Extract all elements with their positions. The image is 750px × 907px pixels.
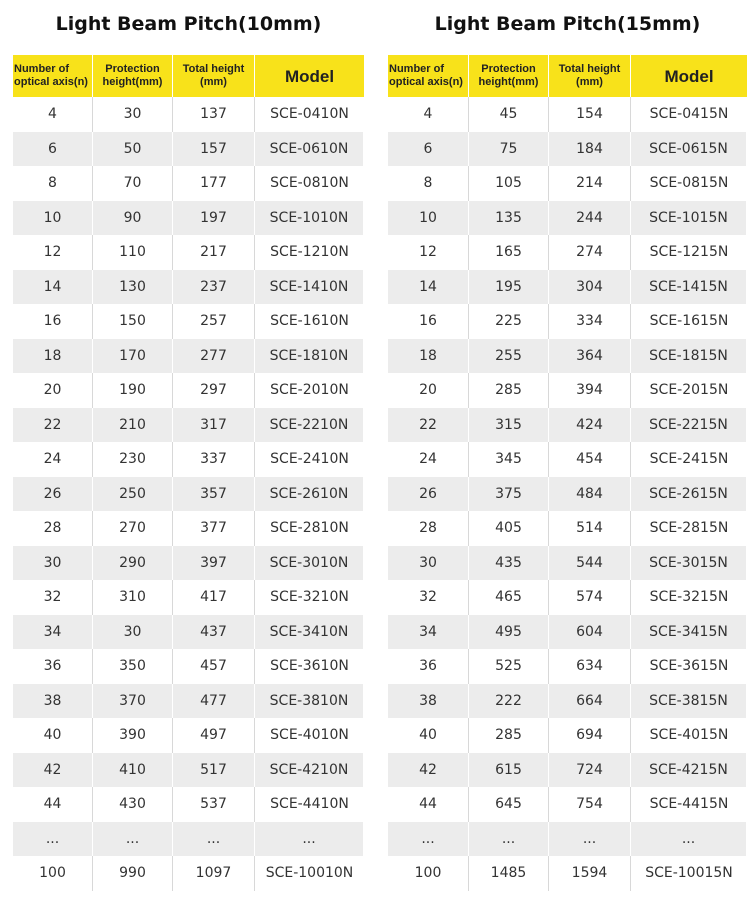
cell-total-height: 157	[173, 132, 255, 167]
cell-optical-axis: 30	[13, 546, 93, 581]
cell-total-height: 544	[549, 546, 631, 581]
table-row	[13, 856, 364, 891]
cell-protection-height: 410	[93, 753, 173, 788]
cell-optical-axis: 4	[13, 97, 93, 132]
cell-optical-axis: 22	[13, 408, 93, 443]
table-row	[13, 511, 364, 546]
header-protection-height: Protection height(mm)	[93, 55, 173, 97]
cell-total-height: 297	[173, 373, 255, 408]
cell-total-height: 244	[549, 201, 631, 236]
cell-model: SCE-4410N	[270, 796, 349, 813]
cell-optical-axis: 12	[388, 235, 469, 270]
cell-protection-height: 465	[469, 580, 549, 615]
cell-total-height: 537	[173, 787, 255, 822]
cell-optical-axis: 4	[388, 97, 469, 132]
cell-protection-height: 210	[93, 408, 173, 443]
cell-optical-axis: 34	[13, 615, 93, 650]
table-row	[13, 235, 364, 270]
table-row	[13, 684, 364, 719]
cell-protection-height: 110	[93, 235, 173, 270]
cell-total-height: 694	[549, 718, 631, 753]
cell-protection-height: 225	[469, 304, 549, 339]
header-optical-axis: Number of optical axis(n)	[388, 55, 469, 97]
cell-protection-height: 405	[469, 511, 549, 546]
header-model: Model	[664, 66, 714, 86]
cell-model: SCE-4210N	[255, 753, 364, 788]
cell-total-height: ...	[549, 822, 631, 857]
cell-optical-axis: 6	[13, 132, 93, 167]
table-row	[13, 477, 364, 512]
cell-model: SCE-1810N	[255, 339, 364, 374]
table-row	[13, 304, 364, 339]
header-model: Model	[284, 66, 335, 86]
cell-total-height: 484	[549, 477, 631, 512]
cell-model: SCE-0415N	[649, 106, 729, 123]
cell-model: SCE-3015N	[631, 546, 747, 581]
cell-total-height: 437	[173, 615, 255, 650]
cell-protection-height: ...	[469, 822, 549, 857]
cell-optical-axis: 26	[13, 477, 93, 512]
cell-optical-axis: 42	[13, 753, 93, 788]
cell-optical-axis: 16	[13, 304, 93, 339]
table-row	[388, 615, 747, 650]
cell-protection-height: 285	[469, 718, 549, 753]
table-row	[388, 132, 747, 167]
cell-model: SCE-3615N	[649, 658, 729, 675]
table-body	[13, 97, 364, 891]
table-row	[388, 649, 747, 684]
table-title: Light Beam Pitch(10mm)	[55, 13, 322, 35]
table-row	[388, 304, 747, 339]
cell-model: SCE-4415N	[649, 796, 729, 813]
cell-model: SCE-0815N	[649, 175, 729, 192]
cell-optical-axis: 40	[388, 718, 469, 753]
cell-model: SCE-2810N	[270, 520, 349, 537]
cell-model: SCE-3210N	[270, 589, 349, 606]
cell-protection-height: 435	[469, 546, 549, 581]
cell-protection-height: 75	[469, 132, 549, 167]
table-row	[13, 270, 364, 305]
cell-total-height: 304	[549, 270, 631, 305]
cell-protection-height: 90	[93, 201, 173, 236]
cell-protection-height: 350	[93, 649, 173, 684]
cell-protection-height: 375	[469, 477, 549, 512]
cell-optical-axis: 26	[388, 477, 469, 512]
cell-total-height: 337	[173, 442, 255, 477]
cell-optical-axis: 14	[388, 270, 469, 305]
header-total-height: Total height (mm)	[173, 55, 255, 97]
table-row	[388, 546, 747, 581]
cell-model: ...	[631, 822, 747, 857]
cell-optical-axis: 6	[388, 132, 469, 167]
cell-optical-axis: 40	[13, 718, 93, 753]
table-row	[388, 753, 747, 788]
cell-optical-axis: 10	[388, 201, 469, 236]
cell-total-height: 274	[549, 235, 631, 270]
cell-protection-height: 230	[93, 442, 173, 477]
cell-optical-axis: 100	[13, 856, 93, 891]
table-row	[13, 787, 364, 822]
table-row	[13, 546, 364, 581]
cell-protection-height: 50	[93, 132, 173, 167]
cell-model: SCE-10010N	[265, 865, 354, 882]
cell-protection-height: 315	[469, 408, 549, 443]
table-row	[388, 97, 747, 132]
cell-total-height: 317	[173, 408, 255, 443]
cell-model: SCE-3610N	[270, 658, 349, 675]
cell-model: SCE-2415N	[649, 451, 729, 468]
cell-model: SCE-2615N	[631, 477, 747, 512]
cell-model: SCE-1815N	[631, 339, 747, 374]
cell-total-height: 724	[549, 753, 631, 788]
cell-optical-axis: 44	[13, 787, 93, 822]
cell-optical-axis: 10	[13, 201, 93, 236]
cell-protection-height: 165	[469, 235, 549, 270]
cell-model: SCE-4015N	[649, 727, 729, 744]
cell-optical-axis: 32	[13, 580, 93, 615]
cell-total-height: 217	[173, 235, 255, 270]
cell-total-height: 357	[173, 477, 255, 512]
cell-optical-axis: 38	[13, 684, 93, 719]
cell-optical-axis: 32	[388, 580, 469, 615]
cell-optical-axis: 24	[13, 442, 93, 477]
cell-total-height: 137	[173, 97, 255, 132]
cell-protection-height: 45	[469, 97, 549, 132]
cell-total-height: 154	[549, 97, 631, 132]
table-row	[388, 684, 747, 719]
cell-optical-axis: 20	[388, 373, 469, 408]
cell-model: SCE-0615N	[631, 132, 747, 167]
cell-total-height: 394	[549, 373, 631, 408]
cell-optical-axis: 42	[388, 753, 469, 788]
cell-model: SCE-10015N	[645, 865, 733, 882]
pitch-10mm-table	[13, 0, 364, 891]
cell-optical-axis: ...	[13, 822, 93, 857]
cell-protection-height: 645	[469, 787, 549, 822]
cell-protection-height: 135	[469, 201, 549, 236]
cell-optical-axis: 8	[388, 166, 469, 201]
cell-protection-height: 495	[469, 615, 549, 650]
cell-model: SCE-1210N	[270, 244, 349, 261]
cell-protection-height: 345	[469, 442, 549, 477]
cell-total-height: 377	[173, 511, 255, 546]
cell-optical-axis: 8	[13, 166, 93, 201]
cell-optical-axis: 12	[13, 235, 93, 270]
cell-total-height: 497	[173, 718, 255, 753]
table-row	[13, 615, 364, 650]
table-row	[388, 373, 747, 408]
cell-optical-axis: ...	[388, 822, 469, 857]
cell-optical-axis: 38	[388, 684, 469, 719]
table-row	[388, 166, 747, 201]
cell-protection-height: 30	[93, 615, 173, 650]
cell-protection-height: 190	[93, 373, 173, 408]
cell-model: SCE-4215N	[631, 753, 747, 788]
cell-protection-height: 270	[93, 511, 173, 546]
header-optical-axis: Number of optical axis(n)	[13, 55, 93, 97]
cell-optical-axis: 20	[13, 373, 93, 408]
cell-total-height: 754	[549, 787, 631, 822]
table-row	[13, 822, 364, 857]
header-protection-height: Protection height(mm)	[469, 55, 549, 97]
cell-total-height: 477	[173, 684, 255, 719]
cell-model: SCE-1615N	[649, 313, 729, 330]
cell-total-height: 604	[549, 615, 631, 650]
cell-protection-height: 290	[93, 546, 173, 581]
cell-total-height: 237	[173, 270, 255, 305]
cell-model: SCE-1610N	[270, 313, 349, 330]
cell-total-height: 1594	[549, 856, 631, 891]
cell-protection-height: 615	[469, 753, 549, 788]
cell-model: SCE-0810N	[270, 175, 349, 192]
cell-total-height: 1097	[173, 856, 255, 891]
table-row	[388, 511, 747, 546]
cell-model: SCE-1415N	[631, 270, 747, 305]
cell-total-height: 574	[549, 580, 631, 615]
table-row	[13, 201, 364, 236]
cell-protection-height: 150	[93, 304, 173, 339]
cell-optical-axis: 44	[388, 787, 469, 822]
cell-protection-height: 70	[93, 166, 173, 201]
cell-total-height: 517	[173, 753, 255, 788]
cell-model: SCE-0610N	[255, 132, 364, 167]
table-row	[13, 408, 364, 443]
cell-model: SCE-3010N	[255, 546, 364, 581]
cell-model: SCE-2210N	[255, 408, 364, 443]
table-body	[388, 97, 747, 891]
cell-protection-height: 222	[469, 684, 549, 719]
cell-total-height: 397	[173, 546, 255, 581]
table-row	[13, 97, 364, 132]
cell-protection-height: 990	[93, 856, 173, 891]
header-total-height: Total height (mm)	[549, 55, 631, 97]
cell-model: ...	[255, 822, 364, 857]
cell-total-height: 334	[549, 304, 631, 339]
cell-protection-height: 285	[469, 373, 549, 408]
table-row	[388, 442, 747, 477]
cell-protection-height: 105	[469, 166, 549, 201]
table-row	[388, 270, 747, 305]
cell-optical-axis: 14	[13, 270, 93, 305]
pitch-15mm-table	[388, 0, 747, 891]
cell-optical-axis: 18	[388, 339, 469, 374]
cell-optical-axis: 18	[13, 339, 93, 374]
cell-optical-axis: 22	[388, 408, 469, 443]
cell-model: SCE-2015N	[649, 382, 729, 399]
cell-model: SCE-3810N	[255, 684, 364, 719]
cell-model: SCE-1015N	[631, 201, 747, 236]
cell-protection-height: 310	[93, 580, 173, 615]
cell-protection-height: 525	[469, 649, 549, 684]
table-row	[388, 477, 747, 512]
cell-protection-height: 255	[469, 339, 549, 374]
table-row	[13, 718, 364, 753]
cell-model: SCE-3415N	[631, 615, 747, 650]
table-row	[13, 580, 364, 615]
cell-protection-height: 170	[93, 339, 173, 374]
cell-optical-axis: 100	[388, 856, 469, 891]
cell-total-height: 457	[173, 649, 255, 684]
table-row	[388, 339, 747, 374]
table-row	[13, 442, 364, 477]
table-row	[388, 718, 747, 753]
table-header-row	[13, 55, 364, 97]
cell-total-height: 424	[549, 408, 631, 443]
cell-optical-axis: 34	[388, 615, 469, 650]
cell-model: SCE-0410N	[270, 106, 349, 123]
cell-total-height: 514	[549, 511, 631, 546]
cell-total-height: 277	[173, 339, 255, 374]
cell-protection-height: 430	[93, 787, 173, 822]
table-row	[13, 132, 364, 167]
cell-model: SCE-1215N	[649, 244, 729, 261]
cell-optical-axis: 36	[13, 649, 93, 684]
cell-total-height: 257	[173, 304, 255, 339]
table-row	[13, 649, 364, 684]
cell-protection-height: 130	[93, 270, 173, 305]
cell-total-height: 214	[549, 166, 631, 201]
table-row	[388, 856, 747, 891]
cell-optical-axis: 30	[388, 546, 469, 581]
cell-model: SCE-2010N	[270, 382, 349, 399]
table-title: Light Beam Pitch(15mm)	[434, 13, 701, 35]
table-row	[13, 166, 364, 201]
cell-model: SCE-3815N	[631, 684, 747, 719]
table-row	[388, 235, 747, 270]
cell-total-height: 197	[173, 201, 255, 236]
cell-model: SCE-3410N	[255, 615, 364, 650]
cell-model: SCE-2610N	[255, 477, 364, 512]
cell-total-height: 364	[549, 339, 631, 374]
table-row	[13, 339, 364, 374]
table-row	[388, 787, 747, 822]
cell-protection-height: 250	[93, 477, 173, 512]
cell-total-height: 177	[173, 166, 255, 201]
cell-total-height: 454	[549, 442, 631, 477]
cell-protection-height: 30	[93, 97, 173, 132]
cell-optical-axis: 16	[388, 304, 469, 339]
cell-protection-height: 370	[93, 684, 173, 719]
cell-model: SCE-2815N	[649, 520, 729, 537]
cell-total-height: 664	[549, 684, 631, 719]
table-row	[388, 580, 747, 615]
cell-total-height: 184	[549, 132, 631, 167]
table-row	[388, 822, 747, 857]
cell-total-height: ...	[173, 822, 255, 857]
cell-model: SCE-1410N	[255, 270, 364, 305]
table-row	[388, 408, 747, 443]
cell-model: SCE-2215N	[631, 408, 747, 443]
cell-model: SCE-4010N	[270, 727, 349, 744]
cell-model: SCE-1010N	[255, 201, 364, 236]
cell-total-height: 634	[549, 649, 631, 684]
cell-total-height: 417	[173, 580, 255, 615]
table-row	[13, 753, 364, 788]
cell-optical-axis: 28	[13, 511, 93, 546]
table-header-row	[388, 55, 747, 97]
cell-protection-height: 195	[469, 270, 549, 305]
cell-optical-axis: 24	[388, 442, 469, 477]
cell-optical-axis: 28	[388, 511, 469, 546]
cell-model: SCE-2410N	[270, 451, 349, 468]
cell-protection-height: 1485	[469, 856, 549, 891]
cell-model: SCE-3215N	[649, 589, 729, 606]
cell-protection-height: ...	[93, 822, 173, 857]
cell-optical-axis: 36	[388, 649, 469, 684]
table-row	[13, 373, 364, 408]
cell-protection-height: 390	[93, 718, 173, 753]
table-row	[388, 201, 747, 236]
